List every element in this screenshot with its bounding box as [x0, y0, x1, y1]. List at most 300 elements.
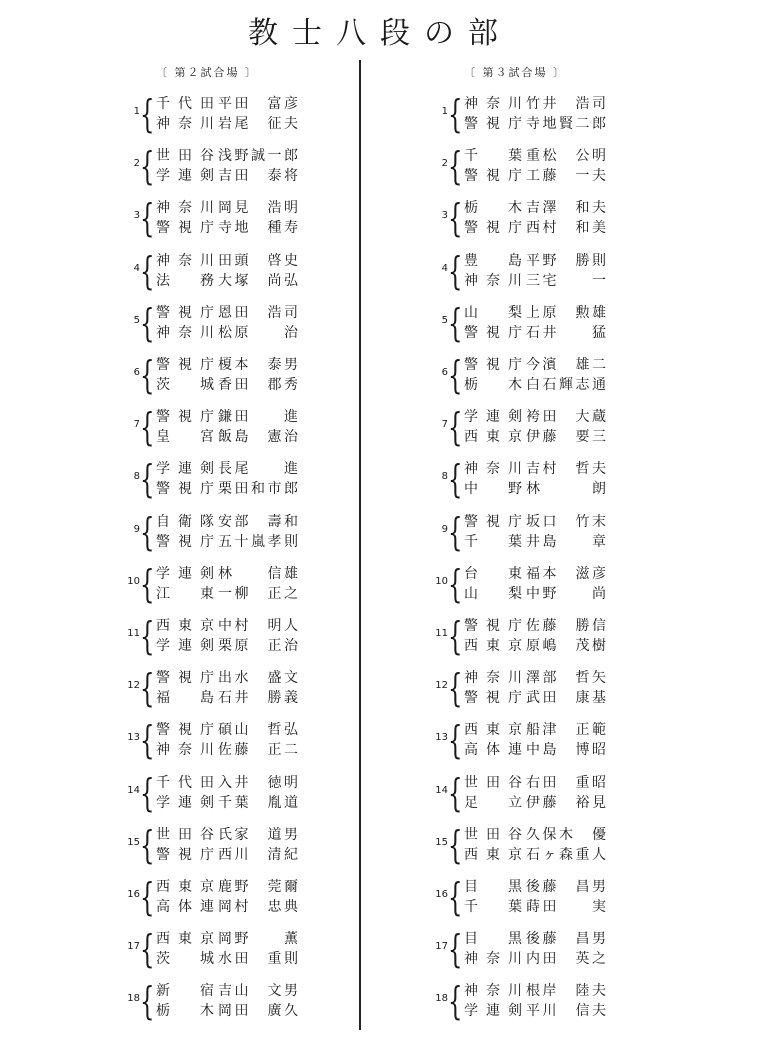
competitor-name: 氏家 道男 [218, 826, 298, 843]
competitor-line [464, 564, 606, 584]
competitor-affiliation: 栃 木 [156, 1003, 214, 1020]
competitor-name: 中島 博昭 [526, 742, 606, 759]
competitor-name: 伊藤 要三 [526, 429, 606, 446]
competitor-affiliation: 山 梨 [464, 304, 522, 321]
competitor-name: 西川 清紀 [218, 846, 298, 863]
competitor-name: 今濱 雄二 [526, 357, 606, 373]
competitor-name: 岡見 浩明 [218, 200, 298, 217]
competitor-name: 石ヶ森重人 [526, 846, 606, 863]
competitor-affiliation: 栃 木 [464, 200, 522, 217]
competitor-name: 中村 明人 [218, 618, 298, 634]
competitor-affiliation: 警視庁 [156, 846, 214, 863]
competitor-pair [156, 512, 298, 552]
venue-2-header: 〔 第２試合場 〕 [156, 66, 258, 79]
bout-entry [120, 248, 440, 295]
competitor-line [464, 198, 606, 218]
bout-entry [120, 616, 440, 660]
competitor-affiliation: 神奈川 [464, 670, 522, 687]
competitor-affiliation: 山 梨 [464, 585, 522, 602]
competitor-line [156, 218, 298, 238]
competitor-affiliation: 警視庁 [464, 220, 522, 237]
competitor-line [464, 668, 606, 688]
competitor-pair [464, 459, 606, 499]
competitor-line [464, 94, 606, 114]
brace-bracket: { [140, 457, 155, 502]
brace-bracket: { [140, 666, 155, 711]
competitor-line [464, 773, 606, 793]
competitor-affiliation: 西東京 [156, 618, 214, 634]
competitor-affiliation: 神奈川 [156, 116, 214, 132]
competitor-pair [156, 459, 298, 499]
competitor-name: 碩山 哲弘 [218, 722, 298, 739]
competitor-line [156, 616, 298, 636]
competitor-line [156, 407, 298, 427]
bout-entry [428, 407, 748, 451]
competitor-name: 三宅 一 [526, 272, 606, 289]
competitor-affiliation: 茨 城 [156, 377, 214, 393]
competitor-pair [464, 407, 606, 447]
competitor-line [156, 94, 298, 114]
bout-number: 10 [435, 575, 448, 587]
competitor-pair [156, 981, 298, 1021]
competitor-affiliation: 学連剣 [156, 638, 214, 654]
competitor-line [156, 845, 298, 865]
competitor-affiliation: 世田谷 [156, 148, 214, 165]
competitor-name: 平野 勝則 [526, 252, 606, 269]
competitor-affiliation: 神奈川 [464, 272, 522, 289]
competitor-line [464, 407, 606, 427]
competitor-name: 安部 壽和 [218, 513, 298, 530]
brace-bracket: { [448, 144, 463, 189]
competitor-line [464, 897, 606, 917]
competitor-affiliation: 法 務 [156, 272, 214, 289]
competitor-line [464, 740, 606, 760]
competitor-affiliation: 学連剣 [156, 565, 214, 582]
competitor-name: 内田 英之 [526, 951, 606, 968]
bout-entry [428, 668, 748, 712]
competitor-pair [464, 616, 606, 656]
competitor-pair [464, 146, 606, 186]
competitor-name: 西村 和美 [526, 220, 606, 237]
competitor-affiliation: 警視庁 [156, 722, 214, 739]
competitor-name: 香田 郡秀 [218, 377, 298, 393]
competitor-name: 後藤 昌男 [526, 879, 606, 895]
competitor-pair [464, 198, 606, 238]
brace-bracket: { [140, 875, 155, 919]
competitor-affiliation: 学連剣 [156, 794, 214, 811]
venue-2-column [120, 64, 460, 1024]
bout-number: 4 [133, 262, 140, 274]
competitor-line [156, 825, 298, 845]
competitor-affiliation: 西東京 [464, 429, 522, 446]
competitor-name: 久保木 優 [526, 826, 606, 843]
competitor-affiliation: 中 野 [464, 481, 522, 498]
bout-entry [428, 146, 748, 190]
competitor-name: 吉澤 和夫 [526, 200, 606, 217]
bout-entry [120, 300, 440, 347]
competitor-affiliation: 福 島 [156, 690, 214, 707]
competitor-affiliation: 警視庁 [464, 513, 522, 530]
brace-bracket: { [140, 509, 155, 554]
competitor-affiliation: 世田谷 [156, 826, 214, 843]
bout-number: 14 [127, 784, 140, 796]
competitor-line [156, 688, 298, 708]
bout-entry [120, 668, 440, 712]
bout-entry [120, 877, 440, 921]
competitor-pair [156, 668, 298, 708]
competitor-line [156, 375, 298, 395]
competitor-affiliation: 神奈川 [156, 200, 214, 217]
competitor-line [156, 303, 298, 323]
bout-number: 15 [127, 836, 140, 848]
bout-number: 8 [441, 471, 448, 483]
brace-bracket: { [448, 666, 463, 711]
competitor-line [464, 271, 606, 291]
competitor-name: 一柳 正之 [218, 585, 298, 602]
competitor-affiliation: 警視庁 [156, 409, 214, 426]
competitor-pair [156, 251, 298, 291]
competitor-affiliation: 西東京 [156, 931, 214, 948]
competitor-name: 佐藤 勝信 [526, 618, 606, 634]
competitor-line [464, 981, 606, 1001]
competitor-name: 恩田 浩司 [218, 304, 298, 321]
bout-entry [428, 509, 748, 556]
competitor-line [464, 303, 606, 323]
competitor-affiliation: 神奈川 [156, 324, 214, 341]
bout-entry [428, 355, 748, 399]
competitor-pair [156, 564, 298, 604]
competitor-line [156, 459, 298, 479]
competitor-name: 後藤 昌男 [526, 931, 606, 948]
competitor-affiliation: 警視庁 [464, 690, 522, 707]
competitor-pair [464, 564, 606, 604]
competitor-name: 長尾 進 [218, 461, 298, 478]
bout-entry [428, 720, 748, 764]
brace-bracket: { [140, 248, 155, 293]
competitor-line [464, 636, 606, 656]
competitor-name: 吉山 文男 [218, 983, 298, 1000]
bout-number: 12 [127, 680, 140, 692]
competitor-pair [156, 929, 298, 969]
bout-entry [120, 720, 440, 764]
competitor-pair [464, 94, 606, 134]
venue-3-header: 〔 第３試合場 〕 [464, 66, 566, 79]
bout-number: 9 [441, 523, 448, 535]
bout-entry [428, 248, 748, 295]
competitor-name: 平川 信夫 [526, 1003, 606, 1020]
bout-entry [428, 929, 748, 973]
competitor-line [156, 271, 298, 291]
bout-entry [428, 459, 748, 503]
competitor-affiliation: 警視庁 [156, 304, 214, 321]
competitor-affiliation: 目 黒 [464, 879, 522, 895]
brace-bracket: { [140, 144, 155, 189]
competitor-affiliation: 西東京 [464, 722, 522, 739]
competitor-line [464, 323, 606, 343]
competitor-pair [464, 877, 606, 917]
bout-number: 18 [435, 993, 448, 1005]
competitor-name: 原嶋 茂樹 [526, 638, 606, 654]
competitor-pair [464, 773, 606, 813]
brace-bracket: { [448, 614, 463, 658]
competitor-pair [156, 94, 298, 134]
competitor-affiliation: 新 宿 [156, 983, 214, 1000]
competitor-line [464, 616, 606, 636]
competitor-name: 岡村 忠典 [218, 899, 298, 915]
competitor-affiliation: 警視庁 [156, 670, 214, 687]
bout-entry [120, 94, 440, 138]
venue-3-column [428, 64, 760, 1024]
competitor-name: 上原 勲雄 [526, 304, 606, 321]
competitor-line [464, 1001, 606, 1021]
brace-bracket: { [448, 92, 463, 136]
brace-bracket: { [448, 509, 463, 554]
competitor-line [464, 355, 606, 375]
brace-bracket: { [140, 614, 155, 658]
competitor-affiliation: 警視庁 [156, 220, 214, 237]
brace-bracket: { [448, 822, 463, 867]
competitor-affiliation: 神奈川 [156, 252, 214, 269]
brace-bracket: { [448, 561, 463, 606]
competitor-pair [156, 877, 298, 917]
competitor-line [156, 668, 298, 688]
bout-number: 10 [127, 575, 140, 587]
bout-number: 9 [133, 523, 140, 535]
competitor-name: 武田 康基 [526, 690, 606, 707]
competitor-line [156, 355, 298, 375]
competitor-line [156, 323, 298, 343]
bout-number: 2 [133, 158, 140, 170]
competitor-line [156, 981, 298, 1001]
brace-bracket: { [140, 770, 155, 815]
competitor-line [156, 512, 298, 532]
competitor-pair [156, 720, 298, 760]
bout-entry [428, 770, 748, 817]
brace-bracket: { [140, 405, 155, 450]
competitor-pair [156, 616, 298, 656]
competitor-line [156, 251, 298, 271]
competitor-pair [464, 825, 606, 865]
brace-bracket: { [448, 405, 463, 450]
competitor-line [464, 512, 606, 532]
competitor-name: 石井 猛 [526, 324, 606, 341]
competitor-line [464, 114, 606, 134]
brace-bracket: { [448, 875, 463, 919]
competitor-affiliation: 神奈川 [156, 742, 214, 759]
bout-number: 2 [441, 158, 448, 170]
competitor-name: 鎌田 進 [218, 409, 298, 426]
competitor-name: 栗田和市郎 [218, 481, 298, 498]
competitor-affiliation: 千 葉 [464, 533, 522, 550]
brace-bracket: { [448, 718, 463, 763]
bout-number: 16 [127, 889, 140, 900]
brace-bracket: { [448, 196, 463, 241]
competitor-name: 榎本 泰男 [218, 357, 298, 373]
bout-number: 5 [441, 314, 448, 326]
competitor-affiliation: 学連剣 [464, 1003, 522, 1020]
competitor-pair [156, 198, 298, 238]
bout-number: 14 [435, 784, 448, 796]
competitor-line [156, 564, 298, 584]
bout-entry [120, 355, 440, 399]
competitor-line [464, 949, 606, 969]
bout-number: 6 [133, 367, 140, 378]
competitor-pair [156, 773, 298, 813]
competitor-affiliation: 栃 木 [464, 377, 522, 393]
competitor-name: 寺地 種寿 [218, 220, 298, 237]
brace-bracket: { [448, 770, 463, 815]
bout-number: 7 [441, 419, 448, 431]
competitor-affiliation: 警視庁 [464, 357, 522, 373]
competitor-name: 栗原 正治 [218, 638, 298, 654]
competitor-name: 井島 章 [526, 533, 606, 550]
competitor-line [156, 636, 298, 656]
competitor-line [464, 166, 606, 186]
bout-number: 17 [435, 941, 448, 953]
bout-number: 3 [133, 210, 140, 222]
competitor-name: 五十嵐孝則 [218, 533, 298, 550]
competitor-line [156, 114, 298, 134]
competitor-line [156, 198, 298, 218]
bout-number: 17 [127, 941, 140, 953]
competitor-affiliation: 皇 宮 [156, 429, 214, 446]
competitor-name: 中野 尚 [526, 585, 606, 602]
brace-bracket: { [448, 353, 463, 397]
competitor-affiliation: 神奈川 [464, 983, 522, 1000]
bout-number: 6 [441, 367, 448, 378]
competitor-line [156, 949, 298, 969]
brace-bracket: { [140, 196, 155, 241]
competitor-line [464, 479, 606, 499]
bout-entry [120, 198, 440, 242]
brace-bracket: { [448, 979, 463, 1024]
competitor-name: 出水 盛文 [218, 670, 298, 687]
competitor-affiliation: 神奈川 [464, 951, 522, 968]
competitor-name: 根岸 陸夫 [526, 983, 606, 1000]
bout-entry [428, 981, 748, 1025]
competitor-affiliation: 世田谷 [464, 826, 522, 843]
competitor-name: 石井 勝義 [218, 690, 298, 707]
competitor-affiliation: 千代田 [156, 96, 214, 112]
bout-entry [120, 509, 440, 556]
competitor-line [156, 793, 298, 813]
bout-number: 7 [133, 419, 140, 431]
competitor-name: 白石輝志通 [526, 377, 606, 393]
competitor-pair [156, 303, 298, 343]
brace-bracket: { [448, 457, 463, 502]
competitor-name: 伊藤 裕見 [526, 794, 606, 811]
competitor-name: 澤部 哲矢 [526, 670, 606, 687]
competitor-affiliation: 台 東 [464, 565, 522, 582]
bout-entry [428, 822, 748, 869]
competitor-line [464, 532, 606, 552]
competitor-affiliation: 足 立 [464, 794, 522, 811]
competitor-affiliation: 江 東 [156, 585, 214, 602]
competitor-name: 鹿野 莞爾 [218, 879, 298, 895]
competitor-line [156, 1001, 298, 1021]
competitor-affiliation: 警視庁 [464, 324, 522, 341]
bout-number: 15 [435, 836, 448, 848]
competitor-name: 重松 公明 [526, 148, 606, 165]
competitor-affiliation: 警視庁 [156, 481, 214, 498]
competitor-name: 工藤 一夫 [526, 168, 606, 185]
bout-entry [120, 459, 440, 503]
bout-entry [120, 407, 440, 451]
competitor-pair [156, 825, 298, 865]
bout-number: 8 [133, 471, 140, 483]
competitor-line [464, 584, 606, 604]
competitor-name: 岩尾 征夫 [218, 116, 298, 132]
bout-number: 3 [441, 210, 448, 222]
competitor-line [156, 740, 298, 760]
brace-bracket: { [140, 561, 155, 606]
competitor-pair [464, 929, 606, 969]
bout-entry [428, 94, 748, 138]
competitor-affiliation: 警視庁 [464, 116, 522, 132]
competitor-line [464, 793, 606, 813]
competitor-name: 寺地賢二郎 [526, 116, 606, 132]
competitor-pair [464, 981, 606, 1021]
competitor-name: 水田 重則 [218, 951, 298, 968]
competitor-name: 入井 徳明 [218, 774, 298, 791]
bout-entry [428, 561, 748, 608]
competitor-line [464, 877, 606, 897]
bout-number: 18 [127, 993, 140, 1005]
competitor-line [464, 688, 606, 708]
competitor-line [156, 897, 298, 917]
competitor-line [156, 532, 298, 552]
competitor-name: 平田 富彦 [218, 96, 298, 112]
competitor-line [156, 929, 298, 949]
competitor-pair [464, 668, 606, 708]
competitor-line [156, 479, 298, 499]
bout-number: 1 [441, 106, 448, 117]
competitor-line [156, 166, 298, 186]
competitor-pair [464, 720, 606, 760]
competitor-affiliation: 千 葉 [464, 148, 522, 165]
competitor-line [156, 720, 298, 740]
competitor-affiliation: 高体連 [156, 899, 214, 915]
competitor-name: 浅野誠一郎 [218, 148, 298, 165]
competitor-name: 福本 滋彦 [526, 565, 606, 582]
competitor-affiliation: 世田谷 [464, 774, 522, 791]
competitor-line [464, 375, 606, 395]
competitor-affiliation: 警視庁 [464, 618, 522, 634]
bout-entry [428, 616, 748, 660]
competitor-name: 吉田 泰将 [218, 168, 298, 185]
competitor-name: 林 信雄 [218, 565, 298, 582]
competitor-affiliation: 目 黒 [464, 931, 522, 948]
bout-number: 1 [133, 106, 140, 117]
competitor-affiliation: 警視庁 [156, 357, 214, 373]
competitor-line [464, 720, 606, 740]
brace-bracket: { [448, 300, 463, 345]
bout-entry [120, 929, 440, 973]
competitor-line [464, 459, 606, 479]
bout-entry [120, 146, 440, 190]
bout-number: 5 [133, 314, 140, 326]
competitor-affiliation: 千代田 [156, 774, 214, 791]
competitor-line [464, 929, 606, 949]
competitor-pair [464, 512, 606, 552]
bout-number: 13 [127, 732, 140, 744]
competitor-affiliation: 西東京 [156, 879, 214, 895]
bout-number: 11 [127, 628, 140, 639]
competitor-affiliation: 千 葉 [464, 899, 522, 915]
competitor-name: 林 朗 [526, 481, 606, 498]
competitor-line [156, 877, 298, 897]
brace-bracket: { [140, 353, 155, 397]
